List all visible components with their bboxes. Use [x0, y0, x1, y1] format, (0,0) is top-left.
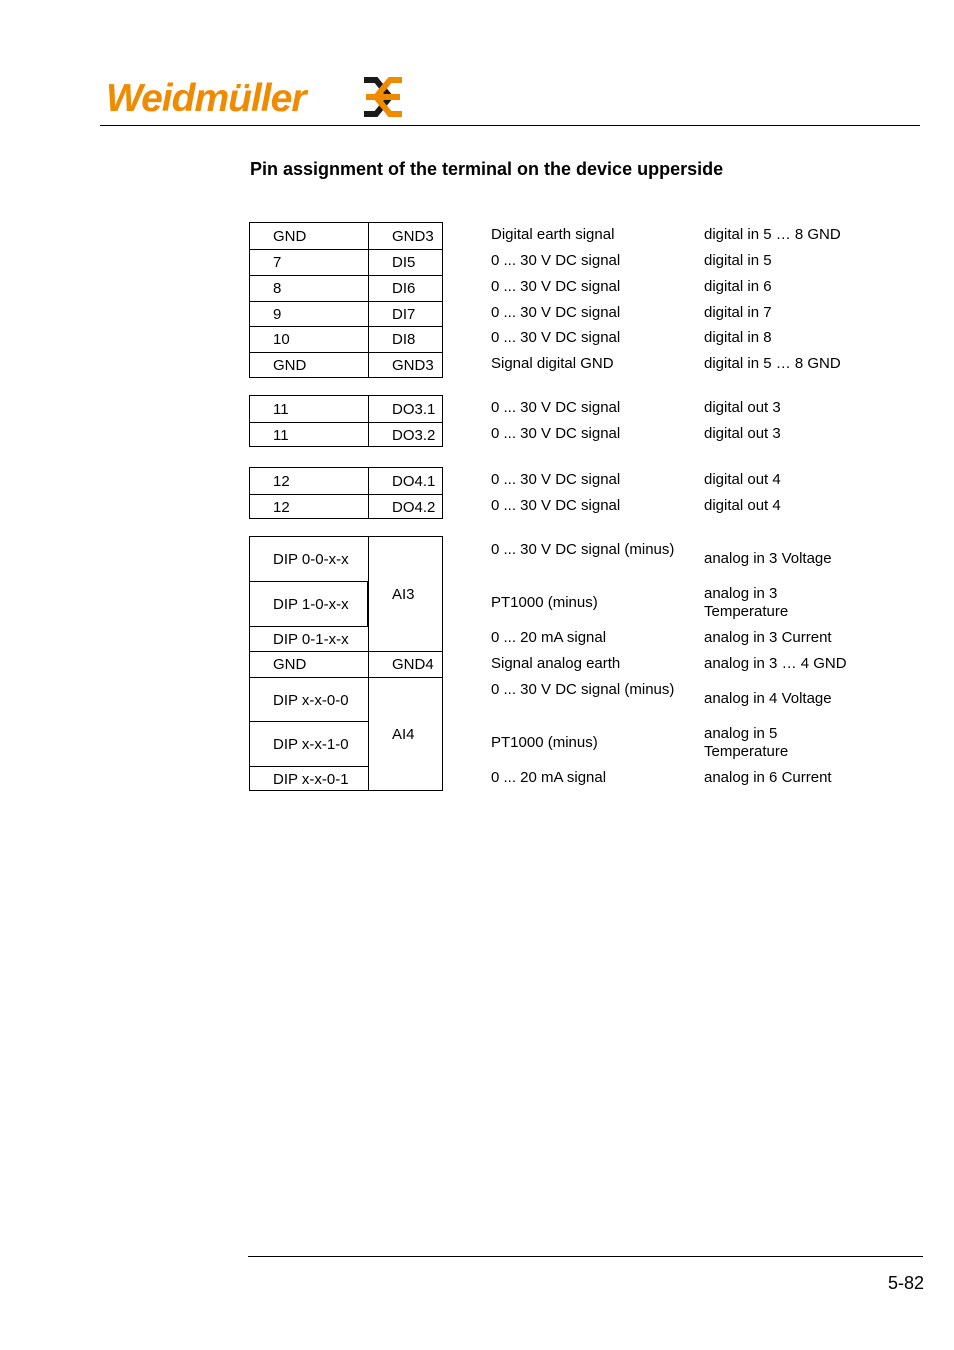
pin-cell: DIP 0-1-x-x: [273, 630, 349, 648]
pin-cell: GND: [273, 357, 307, 374]
pin-cell: 12: [273, 498, 290, 516]
pin-cell: 11: [273, 400, 289, 418]
section-heading: Pin assignment of the terminal on the device upperside: [250, 159, 724, 179]
function-description: digital in 8: [704, 329, 772, 346]
pin-cell: DIP x-x-0-1: [273, 770, 349, 788]
table-row: [250, 249, 442, 275]
pin-cell: DIP 1-0-x-x: [250, 582, 368, 626]
terminal-cell: DO3.2: [368, 423, 442, 447]
signal-description: 0 ... 30 V DC signal: [491, 278, 621, 295]
header-divider: [100, 125, 920, 126]
terminal-cell-merged: AI4: [368, 678, 442, 790]
table-row: [250, 494, 442, 519]
table-row: [250, 275, 442, 301]
signal-description: Digital earth signal: [491, 226, 615, 243]
signal-description: 0 ... 30 V DC signal: [491, 304, 621, 321]
function-description: digital in 5: [704, 252, 772, 269]
signal-description: 0 ... 30 V DC signal: [491, 425, 621, 442]
table-row: [250, 352, 442, 378]
signal-description: 0 ... 30 V DC signal: [491, 252, 621, 269]
terminal-cell: DO4.2: [368, 495, 442, 519]
pin-cell: 12: [273, 472, 290, 490]
pin-cell: 11: [273, 426, 289, 444]
function-description: analog in 4 Voltage: [704, 690, 832, 707]
terminal-cell: GND4: [368, 652, 442, 677]
brand-wordmark: Weidmüller: [106, 77, 306, 120]
pin-cell: 8: [273, 280, 282, 297]
terminal-table-digital-out-4: [249, 467, 443, 519]
page-number: 5-82: [887, 1273, 924, 1293]
function-description: digital out 4: [704, 471, 781, 488]
table-row: [250, 223, 442, 249]
signal-description: PT1000 (minus): [491, 594, 598, 611]
function-description: digital in 7: [704, 304, 772, 321]
terminal-cell: DI8: [368, 327, 442, 352]
terminal-cell-merged: AI3: [368, 537, 442, 651]
function-description: analog in 6 Current: [704, 769, 832, 786]
signal-description: 0 ... 30 V DC signal (minus): [491, 681, 675, 698]
pin-cell: 10: [273, 331, 290, 348]
signal-description: 0 ... 30 V DC signal (minus): [491, 541, 675, 558]
table-row: [250, 468, 442, 494]
pin-cell: 9: [273, 306, 282, 323]
terminal-cell: GND3: [368, 353, 442, 378]
signal-description: PT1000 (minus): [491, 734, 598, 751]
function-description: analog in 3 Current: [704, 629, 832, 646]
terminal-cell: DO4.1: [368, 468, 442, 494]
terminal-table-analog-in: [249, 536, 443, 791]
terminal-cell: DI6: [368, 276, 442, 301]
pin-cell: GND: [273, 227, 307, 245]
function-description: digital in 6: [704, 278, 772, 295]
terminal-cell: DI7: [368, 302, 442, 327]
table-row: [250, 396, 442, 422]
function-description: analog in 3 Voltage: [704, 550, 832, 567]
function-description: digital in 5 … 8 GND: [704, 226, 841, 243]
terminal-cell: DI5: [368, 250, 442, 275]
function-description: analog in 3 Temperature: [704, 585, 789, 620]
pin-cell: DIP 0-0-x-x: [273, 550, 349, 568]
terminal-table-digital-out-3: [249, 395, 443, 447]
table-row: [250, 422, 442, 447]
signal-description: Signal analog earth: [491, 655, 621, 672]
signal-description: Signal digital GND: [491, 355, 614, 372]
signal-description: 0 ... 30 V DC signal: [491, 329, 621, 346]
terminal-table-digital-in: [249, 222, 443, 378]
footer-divider: [248, 1256, 923, 1257]
table-row: [250, 651, 442, 677]
terminal-cell: DO3.1: [368, 396, 442, 422]
weidmuller-cross-icon: [360, 76, 406, 118]
pin-cell: 7: [273, 254, 282, 271]
signal-description: 0 ... 20 mA signal: [491, 769, 607, 786]
signal-description: 0 ... 30 V DC signal: [491, 497, 621, 514]
function-description: digital in 5 … 8 GND: [704, 355, 841, 372]
table-row: [250, 326, 442, 352]
pin-cell: DIP x-x-0-0: [273, 691, 349, 709]
function-description: digital out 4: [704, 497, 781, 514]
table-row: [250, 301, 442, 327]
signal-description: 0 ... 30 V DC signal: [491, 471, 621, 488]
function-description: analog in 5 Temperature: [704, 725, 789, 760]
function-description: digital out 3: [704, 399, 781, 416]
terminal-cell: GND3: [368, 223, 442, 249]
pin-cell: DIP x-x-1-0: [273, 735, 349, 753]
signal-description: 0 ... 20 mA signal: [491, 629, 607, 646]
function-description: analog in 3 … 4 GND: [704, 655, 847, 672]
signal-description: 0 ... 30 V DC signal: [491, 399, 621, 416]
function-description: digital out 3: [704, 425, 781, 442]
pin-cell: GND: [273, 656, 307, 673]
